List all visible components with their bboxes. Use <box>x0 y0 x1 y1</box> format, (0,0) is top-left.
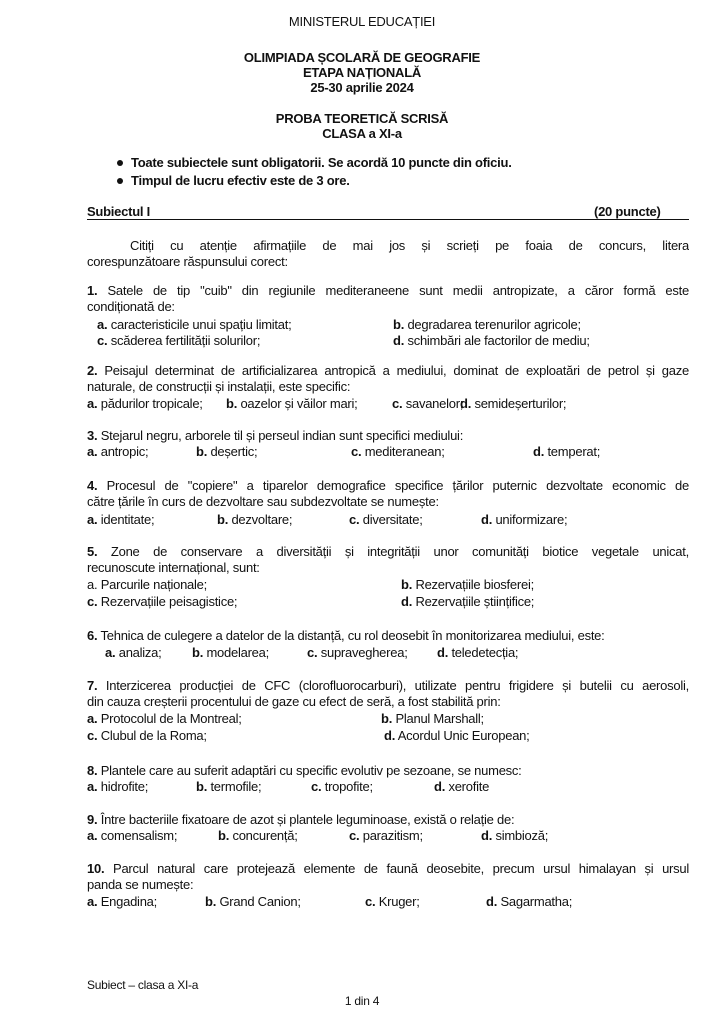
option-text: parazitism; <box>362 828 423 843</box>
answer-option <box>192 645 269 661</box>
answer-option <box>87 512 154 528</box>
option-letter: d. <box>437 645 449 660</box>
option-text: Kruger; <box>378 894 420 909</box>
option-text: Protocolul de la Montreal; <box>100 711 242 726</box>
option-text: xerofite <box>448 779 490 794</box>
answer-option <box>196 444 257 460</box>
answer-option <box>401 594 534 610</box>
option-letter: b. <box>196 779 208 794</box>
answer-option <box>307 645 408 661</box>
question-10-line <box>87 861 689 877</box>
question-text: Zone de conservare a diversității și integrității unor comunități biotice vegetale unicat, <box>110 544 689 559</box>
option-letter: a. <box>87 828 98 843</box>
option-letter: c. <box>307 645 318 660</box>
option-text: temperat; <box>547 444 601 459</box>
answer-option <box>311 779 373 795</box>
option-text: Engadina; <box>100 894 158 909</box>
ministry-header: MINISTERUL EDUCAȚIEI <box>288 14 436 29</box>
intro-line-1: Citiți cu atenție afirmațiile de mai jos și scrieți pe foaia de concurs, litera <box>130 238 689 253</box>
option-letter: c. <box>392 396 403 411</box>
option-letter: a. <box>87 779 98 794</box>
option-text: Planul Marshall; <box>395 711 484 726</box>
answer-option <box>349 828 423 844</box>
option-text: modelarea; <box>206 645 269 660</box>
option-text: dezvoltare; <box>231 512 293 527</box>
answer-option <box>87 396 203 412</box>
question-text: Parcul natural care protejează elemente de faună deosebite, precum ursul himalayan și ursul <box>113 861 689 876</box>
answer-option <box>87 444 148 460</box>
option-letter: c. <box>349 512 360 527</box>
dates: 25-30 aprilie 2024 <box>310 80 414 95</box>
intro-line-2: corespunzătoare răspunsului corect: <box>87 254 288 269</box>
question-text: recunoscute internațional, sunt: <box>87 560 260 575</box>
section-title: Subiectul I <box>87 204 150 219</box>
answer-option <box>196 779 261 795</box>
question-number: 4. <box>87 478 98 493</box>
question-4-line <box>87 494 439 510</box>
option-letter: c. <box>365 894 376 909</box>
option-text: supravegherea; <box>320 645 408 660</box>
option-text: teledetecția; <box>451 645 519 660</box>
option-letter: a. <box>87 894 98 909</box>
answer-option <box>87 828 177 844</box>
class-title: CLASA a XI-a <box>322 126 402 141</box>
option-letter: d. <box>481 512 493 527</box>
question-2-line <box>87 379 350 395</box>
answer-option <box>392 396 463 412</box>
answer-option <box>97 333 260 349</box>
test-title: PROBA TEORETICĂ SCRISĂ <box>275 111 449 126</box>
question-6-line <box>87 628 605 644</box>
answer-option <box>218 828 298 844</box>
question-text: Satele de tip "cuib" din regiunile mediteraneene sunt medii antropizate, a căror formă este <box>107 283 689 298</box>
answer-option <box>486 894 572 910</box>
question-number: 2. <box>87 363 98 378</box>
question-text: naturale, de construcții și instalații, este specific: <box>87 379 351 394</box>
option-letter: c. <box>87 594 98 609</box>
option-text: degradarea terenurilor agricole; <box>407 317 581 332</box>
question-1-line <box>87 283 689 299</box>
question-10-line <box>87 877 193 893</box>
answer-option <box>217 512 292 528</box>
answer-option <box>205 894 301 910</box>
question-text: Interzicerea producției de CFC (clorofluorocarburi), utilizate pentru frigidere și butelii cu aerosoli, <box>105 678 689 693</box>
answer-option <box>226 396 358 412</box>
option-letter: a. <box>87 711 98 726</box>
option-letter: a. <box>105 645 116 660</box>
option-letter: a. <box>87 396 98 411</box>
option-letter: a. <box>87 512 98 527</box>
answer-option <box>481 512 567 528</box>
section-points: (20 puncte) <box>594 204 661 219</box>
option-text: scăderea fertilității solurilor; <box>110 333 261 348</box>
option-text: termofile; <box>210 779 262 794</box>
option-letter: c. <box>311 779 322 794</box>
question-text: condiționată de: <box>87 299 175 314</box>
option-text: comensalism; <box>100 828 178 843</box>
option-text: diversitate; <box>362 512 423 527</box>
option-text: savanelor; <box>405 396 464 411</box>
option-text: pădurilor tropicale; <box>100 396 203 411</box>
option-letter: b. <box>226 396 238 411</box>
option-text: Parcurile naționale; <box>100 577 208 592</box>
question-number: 7. <box>87 678 98 693</box>
option-letter: d. <box>401 594 413 609</box>
answer-option <box>87 894 157 910</box>
answer-option <box>87 779 148 795</box>
answer-option <box>401 577 534 593</box>
option-text: Acordul Unic European; <box>397 728 530 743</box>
question-1-line <box>87 299 175 315</box>
section-underline <box>87 219 689 220</box>
option-letter: d. <box>460 396 472 411</box>
option-text: uniformizare; <box>495 512 568 527</box>
question-text: panda se numește: <box>87 877 194 892</box>
question-number: 6. <box>87 628 98 643</box>
rule-1: Toate subiectele sunt obligatorii. Se acordă 10 puncte din oficiu. <box>131 155 512 170</box>
option-text: identitate; <box>100 512 155 527</box>
answer-option <box>393 333 590 349</box>
question-4-line <box>87 478 689 494</box>
option-letter: d. <box>384 728 396 743</box>
answer-option <box>460 396 566 412</box>
question-7-line <box>87 678 689 694</box>
answer-option <box>434 779 489 795</box>
option-text: hidrofite; <box>100 779 149 794</box>
option-letter: b. <box>218 828 230 843</box>
answer-option <box>349 512 423 528</box>
option-letter: a. <box>87 444 98 459</box>
bullet-icon <box>117 160 123 166</box>
option-text: semideșerturilor; <box>474 396 567 411</box>
option-letter: b. <box>217 512 229 527</box>
option-text: schimbări ale factorilor de mediu; <box>407 333 590 348</box>
answer-option <box>351 444 445 460</box>
option-letter: d. <box>486 894 498 909</box>
option-letter: b. <box>196 444 208 459</box>
question-text: Peisajul determinat de artificializarea antropică a mediului, dominat de exploatări de petrol și gaze <box>104 363 689 378</box>
option-text: caracteristicile unui spațiu limitat; <box>110 317 292 332</box>
option-letter: d. <box>393 333 405 348</box>
answer-option <box>393 317 581 333</box>
option-text: Grand Canion; <box>219 894 301 909</box>
option-text: Rezervațiile științifice; <box>415 594 535 609</box>
option-letter: a. <box>97 317 108 332</box>
option-letter: c. <box>351 444 362 459</box>
question-7-line <box>87 694 501 710</box>
option-text: oazelor și văilor mari; <box>240 396 358 411</box>
bullet-icon <box>117 178 123 184</box>
option-text: mediteranean; <box>364 444 445 459</box>
option-letter: b. <box>381 711 393 726</box>
option-text: concurență; <box>232 828 298 843</box>
option-text: Clubul de la Roma; <box>100 728 207 743</box>
question-number: 5. <box>87 544 98 559</box>
option-letter: b. <box>205 894 217 909</box>
option-letter: d. <box>481 828 493 843</box>
stage-title: ETAPA NAȚIONALĂ <box>302 65 422 80</box>
option-letter: d. <box>434 779 446 794</box>
option-letter: a. <box>87 577 98 592</box>
option-text: Rezervațiile biosferei; <box>415 577 534 592</box>
answer-option <box>87 577 207 593</box>
question-8-line <box>87 763 522 779</box>
option-text: tropofite; <box>324 779 373 794</box>
option-letter: b. <box>192 645 204 660</box>
question-number: 10. <box>87 861 105 876</box>
option-text: simbioză; <box>495 828 549 843</box>
answer-option <box>87 711 242 727</box>
question-text: din cauza creșterii procentului de gaze cu efect de seră, a fost stabilită prin: <box>87 694 501 709</box>
answer-option <box>105 645 162 661</box>
question-text: Plantele care au suferit adaptări cu specific evolutiv pe sezoane, se numesc: <box>100 763 522 778</box>
question-number: 3. <box>87 428 98 443</box>
option-letter: b. <box>401 577 413 592</box>
question-5-line <box>87 544 689 560</box>
answer-option <box>381 711 484 727</box>
question-text: Între bacteriile fixatoare de azot și plantele leguminoase, există o relație de: <box>100 812 515 827</box>
option-text: deșertic; <box>210 444 258 459</box>
footer-subject: Subiect – clasa a XI-a <box>87 978 199 992</box>
answer-option <box>97 317 292 333</box>
rule-2: Timpul de lucru efectiv este de 3 ore. <box>131 173 350 188</box>
question-text: către țările în curs de dezvoltare sau subdezvoltate se numește: <box>87 494 439 509</box>
option-letter: c. <box>87 728 98 743</box>
olympiad-title: OLIMPIADA ȘCOLARĂ DE GEOGRAFIE <box>243 50 481 65</box>
answer-option <box>384 728 530 744</box>
answer-option <box>533 444 600 460</box>
question-number: 9. <box>87 812 98 827</box>
option-text: analiza; <box>118 645 162 660</box>
answer-option <box>437 645 518 661</box>
question-text: Stejarul negru, arborele til și perseul indian sunt specifici mediului: <box>100 428 464 443</box>
question-text: Procesul de "copiere" a tiparelor demografice specifice țărilor puternic dezvoltate economic de <box>106 478 689 493</box>
question-9-line <box>87 812 514 828</box>
option-text: antropic; <box>100 444 149 459</box>
question-2-line <box>87 363 689 379</box>
question-5-line <box>87 560 260 576</box>
question-3-line <box>87 428 463 444</box>
answer-option <box>87 594 237 610</box>
option-letter: c. <box>97 333 108 348</box>
answer-option <box>365 894 420 910</box>
option-letter: b. <box>393 317 405 332</box>
answer-option <box>481 828 548 844</box>
page-number: 1 din 4 <box>344 994 380 1008</box>
option-text: Sagarmatha; <box>500 894 573 909</box>
question-number: 8. <box>87 763 98 778</box>
option-text: Rezervațiile peisagistice; <box>100 594 238 609</box>
question-text: Tehnica de culegere a datelor de la distanță, cu rol deosebit în monitorizarea mediului, este: <box>100 628 605 643</box>
answer-option <box>87 728 207 744</box>
option-letter: d. <box>533 444 545 459</box>
question-number: 1. <box>87 283 98 298</box>
option-letter: c. <box>349 828 360 843</box>
